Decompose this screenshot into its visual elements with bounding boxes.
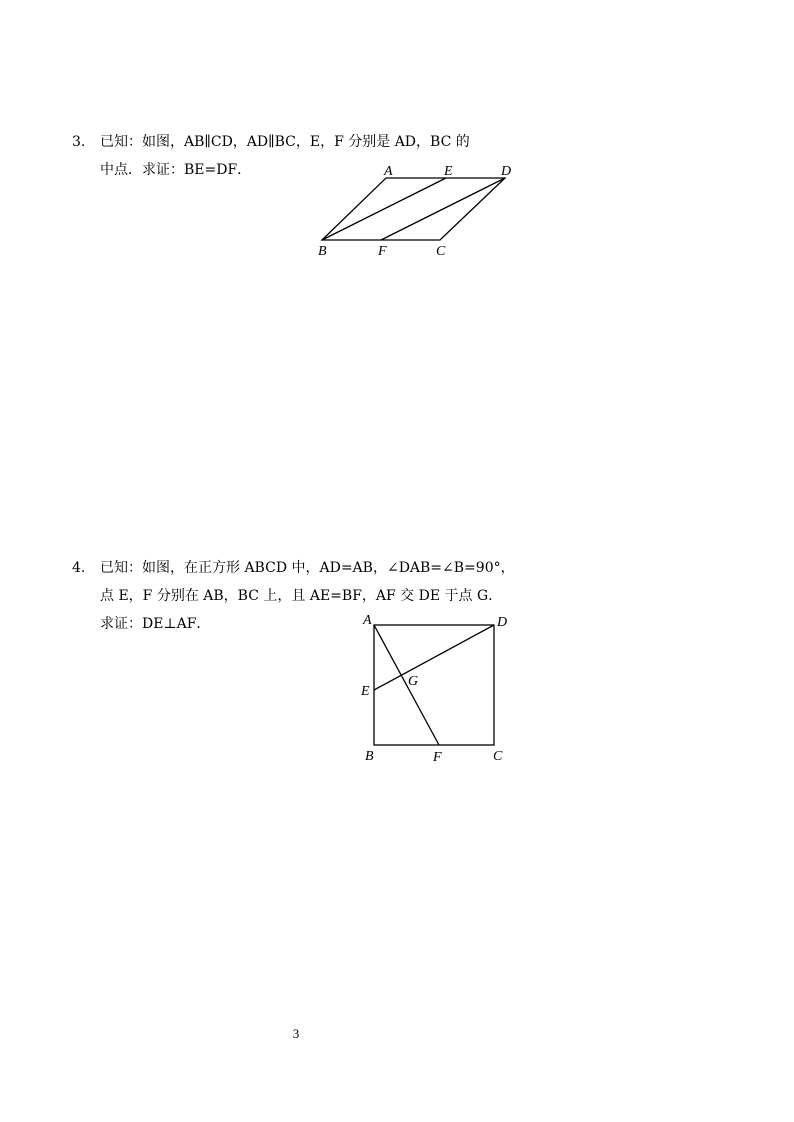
segment-df — [381, 178, 505, 240]
statement-line: 已知：如图，AB∥CD，AD∥BC，E，F 分别是 AD，BC 的 — [100, 134, 470, 150]
label-d: D — [497, 615, 508, 630]
segment-be — [322, 178, 446, 240]
label-a: A — [384, 164, 393, 179]
label-a: A — [363, 613, 372, 628]
label-c: C — [436, 244, 446, 259]
problem-number: 3. — [72, 134, 86, 150]
problem-number: 4. — [72, 560, 86, 576]
label-g: G — [408, 674, 419, 689]
statement-line: 求证：DE⊥AF． — [100, 616, 211, 632]
label-d: D — [501, 164, 512, 179]
label-f: F — [378, 244, 387, 259]
square-figure — [355, 610, 525, 770]
label-f: F — [433, 750, 442, 765]
label-c: C — [493, 749, 503, 764]
label-b: B — [365, 749, 374, 764]
page-number: 3 — [292, 1026, 300, 1041]
label-e: E — [444, 164, 453, 179]
parallelogram-abcd — [322, 178, 505, 240]
label-e: E — [361, 684, 370, 699]
statement-line: 已知：如图，在正方形 ABCD 中，AD=AB，∠DAB=∠B=90°， — [100, 560, 515, 576]
parallelogram-figure — [310, 158, 530, 268]
statement-line: 点 E，F 分别在 AB，BC 上，且 AE=BF，AF 交 DE 于点 G． — [100, 588, 503, 604]
square-abcd — [374, 625, 494, 745]
statement-line: 中点．求证：BE=DF． — [100, 162, 252, 178]
label-b: B — [318, 244, 327, 259]
